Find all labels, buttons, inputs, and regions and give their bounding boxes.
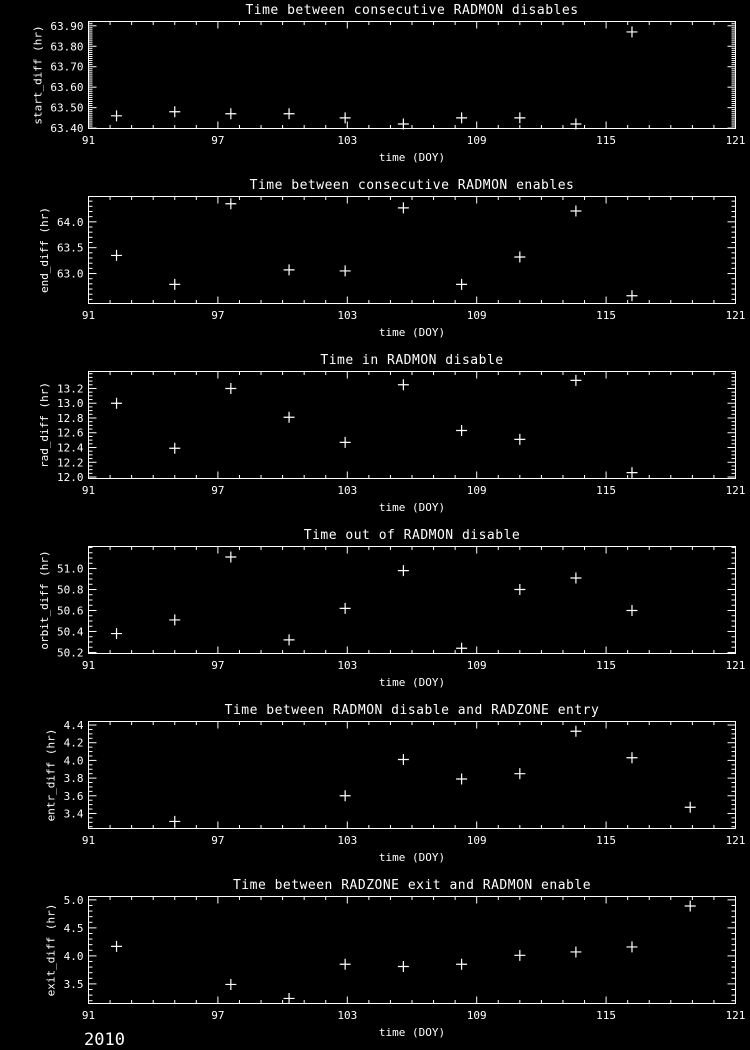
y-axis-label: exit_diff (hr) [44, 903, 58, 997]
chart-title: Time between consecutive RADMON enables [249, 178, 575, 193]
data-point-marker [570, 205, 581, 216]
data-points [111, 901, 696, 1004]
x-axis-label: time (DOY) [378, 501, 446, 514]
data-point-marker [514, 584, 525, 595]
data-point-marker [570, 375, 581, 386]
data-point-marker [685, 901, 696, 912]
x-axis-label: time (DOY) [378, 151, 446, 164]
plot-frame [89, 897, 736, 1004]
svg-text:91: 91 [81, 134, 96, 147]
svg-text:91: 91 [81, 834, 96, 847]
svg-text:103: 103 [337, 834, 358, 847]
svg-text:63.70: 63.70 [50, 60, 84, 74]
data-points [111, 198, 637, 301]
y-axis-label: orbit_diff (hr) [38, 550, 52, 650]
data-point-marker [626, 290, 637, 301]
data-point-marker [398, 754, 409, 765]
svg-text:50.6: 50.6 [57, 604, 84, 618]
data-point-marker [685, 802, 696, 813]
svg-text:103: 103 [337, 484, 358, 497]
svg-text:12.2: 12.2 [57, 456, 84, 470]
chart-panel-3 [0, 350, 750, 525]
year-label: 2010 [84, 1030, 125, 1050]
data-point-marker [398, 202, 409, 213]
data-point-marker [398, 961, 409, 972]
svg-text:63.0: 63.0 [57, 267, 84, 281]
data-point-marker [340, 437, 351, 448]
svg-text:3.6: 3.6 [63, 789, 84, 803]
data-point-marker [570, 726, 581, 737]
axis-tick-labels [50, 20, 745, 147]
svg-text:4.0: 4.0 [63, 949, 84, 963]
chart-5-svg [0, 700, 750, 875]
chart-panel-6 [0, 875, 750, 1050]
svg-text:91: 91 [81, 659, 96, 672]
svg-text:50.8: 50.8 [57, 583, 84, 597]
svg-text:12.8: 12.8 [57, 411, 84, 425]
svg-text:12.6: 12.6 [57, 426, 84, 440]
svg-text:12.4: 12.4 [57, 441, 84, 455]
svg-text:63.40: 63.40 [50, 122, 84, 136]
plot-frame [89, 722, 736, 829]
svg-text:109: 109 [466, 659, 487, 672]
axis-ticks [89, 372, 736, 479]
data-point-marker [225, 198, 236, 209]
svg-text:115: 115 [596, 1009, 617, 1022]
data-point-marker [398, 379, 409, 390]
chart-title: Time out of RADMON disable [303, 528, 521, 543]
data-point-marker [570, 946, 581, 957]
chart-3-svg [0, 350, 750, 525]
svg-text:115: 115 [596, 309, 617, 322]
svg-text:50.4: 50.4 [57, 625, 84, 639]
y-axis-label: entr_diff (hr) [44, 728, 58, 822]
data-point-marker [626, 752, 637, 763]
svg-text:50.2: 50.2 [57, 646, 84, 660]
data-point-marker [456, 279, 467, 290]
data-point-marker [456, 112, 467, 123]
y-axis-label: start_diff (hr) [31, 25, 45, 125]
svg-text:121: 121 [725, 134, 746, 147]
axis-ticks [89, 547, 736, 654]
data-point-marker [514, 768, 525, 779]
data-point-marker [284, 108, 295, 119]
svg-text:12.0: 12.0 [57, 471, 84, 485]
data-point-marker [570, 572, 581, 583]
svg-text:3.5: 3.5 [63, 977, 84, 991]
data-points [111, 551, 637, 653]
data-point-marker [225, 551, 236, 562]
svg-text:63.50: 63.50 [50, 101, 84, 115]
y-axis-label: rad_diff (hr) [38, 381, 52, 469]
data-points [111, 375, 637, 478]
x-axis-label: time (DOY) [378, 1026, 446, 1039]
svg-text:97: 97 [211, 834, 225, 847]
axis-ticks [89, 197, 736, 304]
axis-tick-labels [57, 216, 745, 322]
data-point-marker [570, 118, 581, 129]
chart-panel-4 [0, 525, 750, 700]
plot-frame [89, 372, 736, 479]
svg-text:97: 97 [211, 309, 225, 322]
svg-text:115: 115 [596, 834, 617, 847]
axis-ticks [89, 897, 736, 1004]
axis-tick-labels [64, 719, 746, 847]
plot-frame [89, 547, 736, 654]
data-point-marker [398, 565, 409, 576]
data-point-marker [169, 614, 180, 625]
plot-frame [89, 22, 736, 129]
svg-text:103: 103 [337, 134, 358, 147]
svg-text:109: 109 [466, 134, 487, 147]
chart-title: Time between RADMON disable and RADZONE entry [224, 703, 600, 718]
svg-text:109: 109 [466, 484, 487, 497]
data-point-marker [340, 603, 351, 614]
svg-text:63.5: 63.5 [57, 241, 84, 255]
data-points [111, 26, 637, 129]
data-point-marker [626, 26, 637, 37]
data-point-marker [225, 979, 236, 990]
chart-panel-1 [0, 0, 750, 175]
data-point-marker [284, 634, 295, 645]
data-point-marker [169, 443, 180, 454]
chart-1-svg [0, 0, 750, 175]
data-points [169, 726, 695, 827]
data-point-marker [169, 816, 180, 827]
data-point-marker [111, 250, 122, 261]
chart-title: Time between RADZONE exit and RADMON enable [232, 878, 592, 893]
x-axis-label: time (DOY) [378, 326, 446, 339]
chart-2-svg [0, 175, 750, 350]
chart-panel-5 [0, 700, 750, 875]
axis-tick-labels [57, 563, 745, 672]
svg-text:121: 121 [725, 659, 746, 672]
data-point-marker [456, 959, 467, 970]
chart-title: Time in RADMON disable [320, 353, 504, 368]
svg-text:3.4: 3.4 [63, 807, 84, 821]
svg-text:115: 115 [596, 134, 617, 147]
svg-text:4.2: 4.2 [63, 736, 84, 750]
data-point-marker [284, 412, 295, 423]
data-point-marker [340, 959, 351, 970]
svg-text:103: 103 [337, 659, 358, 672]
svg-text:103: 103 [337, 309, 358, 322]
data-point-marker [456, 643, 467, 654]
data-point-marker [626, 941, 637, 952]
data-point-marker [340, 112, 351, 123]
data-point-marker [111, 110, 122, 121]
svg-text:51.0: 51.0 [57, 562, 84, 576]
axis-ticks [89, 22, 736, 129]
svg-text:5.0: 5.0 [63, 893, 84, 907]
chart-title: Time between consecutive RADMON disables [245, 3, 579, 18]
svg-text:103: 103 [337, 1009, 358, 1022]
y-axis-label: end_diff (hr) [38, 206, 52, 294]
svg-text:13.2: 13.2 [57, 382, 84, 396]
data-point-marker [514, 112, 525, 123]
data-point-marker [626, 605, 637, 616]
svg-text:91: 91 [81, 484, 96, 497]
svg-text:109: 109 [466, 834, 487, 847]
svg-text:109: 109 [466, 309, 487, 322]
svg-text:91: 91 [81, 309, 96, 322]
svg-text:115: 115 [596, 659, 617, 672]
svg-text:121: 121 [725, 309, 746, 322]
data-point-marker [111, 398, 122, 409]
svg-text:63.90: 63.90 [50, 19, 84, 33]
svg-text:97: 97 [211, 484, 225, 497]
data-point-marker [169, 106, 180, 117]
svg-text:109: 109 [466, 1009, 487, 1022]
data-point-marker [284, 993, 295, 1004]
data-point-marker [514, 434, 525, 445]
svg-text:13.0: 13.0 [57, 397, 84, 411]
data-point-marker [340, 265, 351, 276]
svg-text:4.4: 4.4 [63, 719, 84, 733]
data-point-marker [225, 108, 236, 119]
data-point-marker [225, 383, 236, 394]
axis-ticks [89, 722, 736, 829]
svg-text:97: 97 [211, 134, 225, 147]
svg-text:63.80: 63.80 [50, 40, 84, 54]
svg-text:115: 115 [596, 484, 617, 497]
svg-text:4.0: 4.0 [63, 754, 84, 768]
data-point-marker [514, 251, 525, 262]
data-point-marker [111, 941, 122, 952]
svg-text:121: 121 [725, 484, 746, 497]
axis-tick-labels [57, 382, 745, 497]
data-point-marker [340, 790, 351, 801]
x-axis-label: time (DOY) [378, 851, 446, 864]
data-point-marker [514, 950, 525, 961]
data-point-marker [111, 628, 122, 639]
data-point-marker [169, 279, 180, 290]
data-point-marker [284, 264, 295, 275]
svg-text:91: 91 [81, 1009, 96, 1022]
x-axis-label: time (DOY) [378, 676, 446, 689]
data-point-marker [398, 118, 409, 129]
svg-text:64.0: 64.0 [57, 215, 84, 229]
svg-text:97: 97 [211, 659, 225, 672]
plot-frame [89, 197, 736, 304]
chart-panel-2 [0, 175, 750, 350]
svg-text:63.60: 63.60 [50, 81, 84, 95]
svg-text:97: 97 [211, 1009, 225, 1022]
svg-text:4.5: 4.5 [63, 921, 84, 935]
chart-4-svg [0, 525, 750, 700]
svg-text:121: 121 [725, 834, 746, 847]
data-point-marker [456, 425, 467, 436]
svg-text:3.8: 3.8 [63, 772, 84, 786]
svg-text:121: 121 [725, 1009, 746, 1022]
chart-6-svg [0, 875, 750, 1050]
axis-tick-labels [64, 894, 746, 1022]
data-point-marker [456, 773, 467, 784]
